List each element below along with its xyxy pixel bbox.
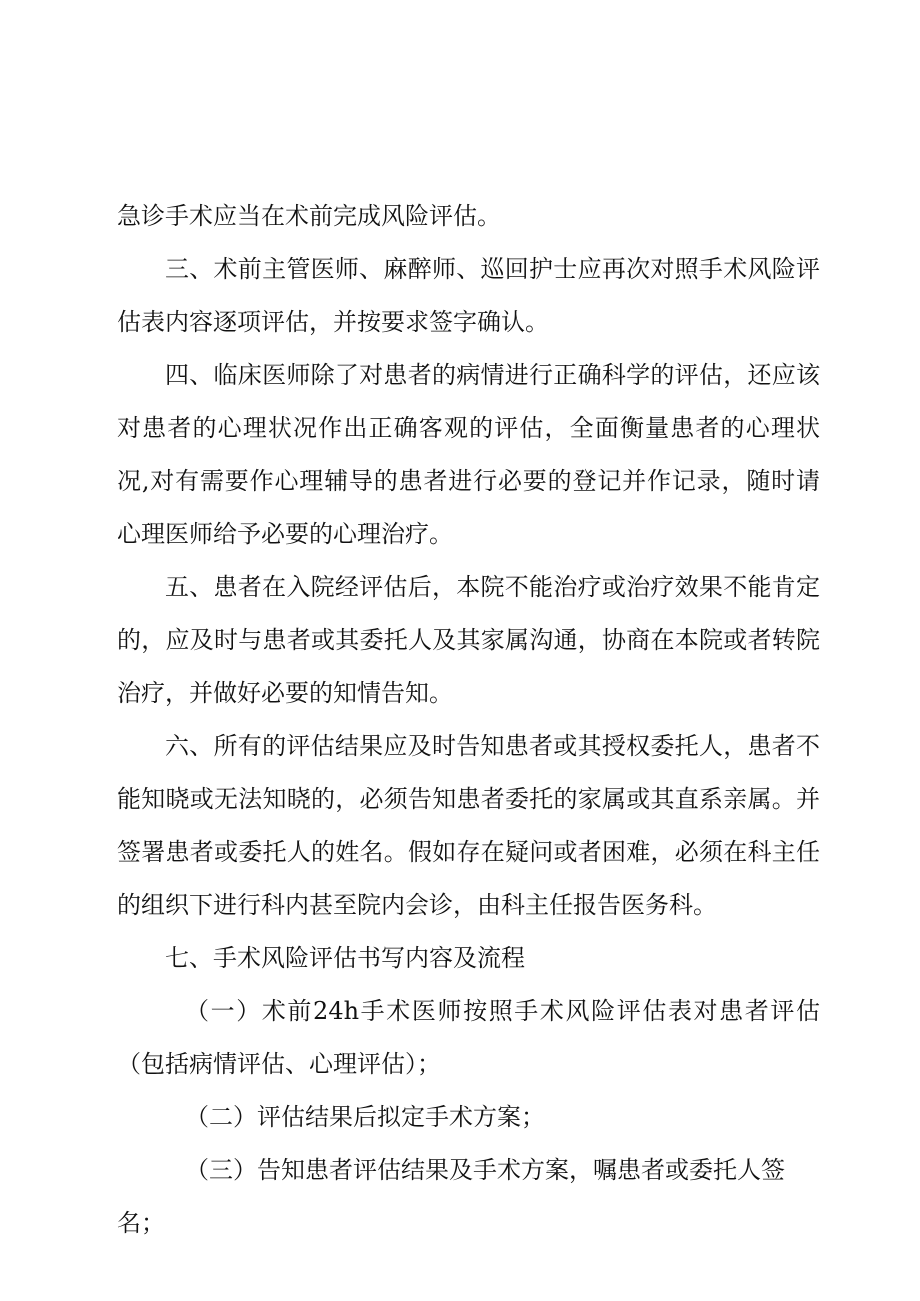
continuation-paragraph: 急诊手术应当在术前完成风险评估。 (117, 202, 501, 230)
item-5-paragraph: 五、患者在入院经评估后，本院不能治疗或治疗效果不能肯定的，应及时与患者或其委托人及其家属沟通，协商在本院或者转院治疗，并做好必要的知情告知。 (117, 573, 820, 707)
item-6-paragraph: 六、所有的评估结果应及时告知患者或其授权委托人，患者不能知晓或无法知晓的，必须告知患者委托的家属或其直系亲属。并签署患者或委托人的姓名。假如存在疑问或者困难，必须在科主任的组织下进行科内甚至院内会诊，由科主任报告医务科。 (117, 732, 820, 919)
sub-item-1-paragraph: （一）术前24h手术医师按照手术风险评估表对患者评估（包括病情评估、心理评估）； (117, 997, 820, 1078)
sub-item-2-paragraph: （二）评估结果后拟定手术方案； (185, 1103, 545, 1131)
item-4-paragraph: 四、临床医师除了对患者的病情进行正确科学的评估，还应该对患者的心理状况作出正确客观的评估，全面衡量患者的心理状况,对有需要作心理辅导的患者进行必要的登记并作记录，随时请心理医师给予必要的心理治疗。 (117, 361, 820, 548)
item-3-paragraph: 三、术前主管医师、麻醉师、巡回护士应再次对照手术风险评估表内容逐项评估，并按要求签字确认。 (117, 255, 820, 336)
sub-item-3-paragraph: （三）告知患者评估结果及手术方案，嘱患者或委托人签名； (117, 1156, 785, 1237)
item-7-heading: 七、手术风险评估书写内容及流程 (165, 944, 525, 972)
document-body (117, 190, 820, 1250)
